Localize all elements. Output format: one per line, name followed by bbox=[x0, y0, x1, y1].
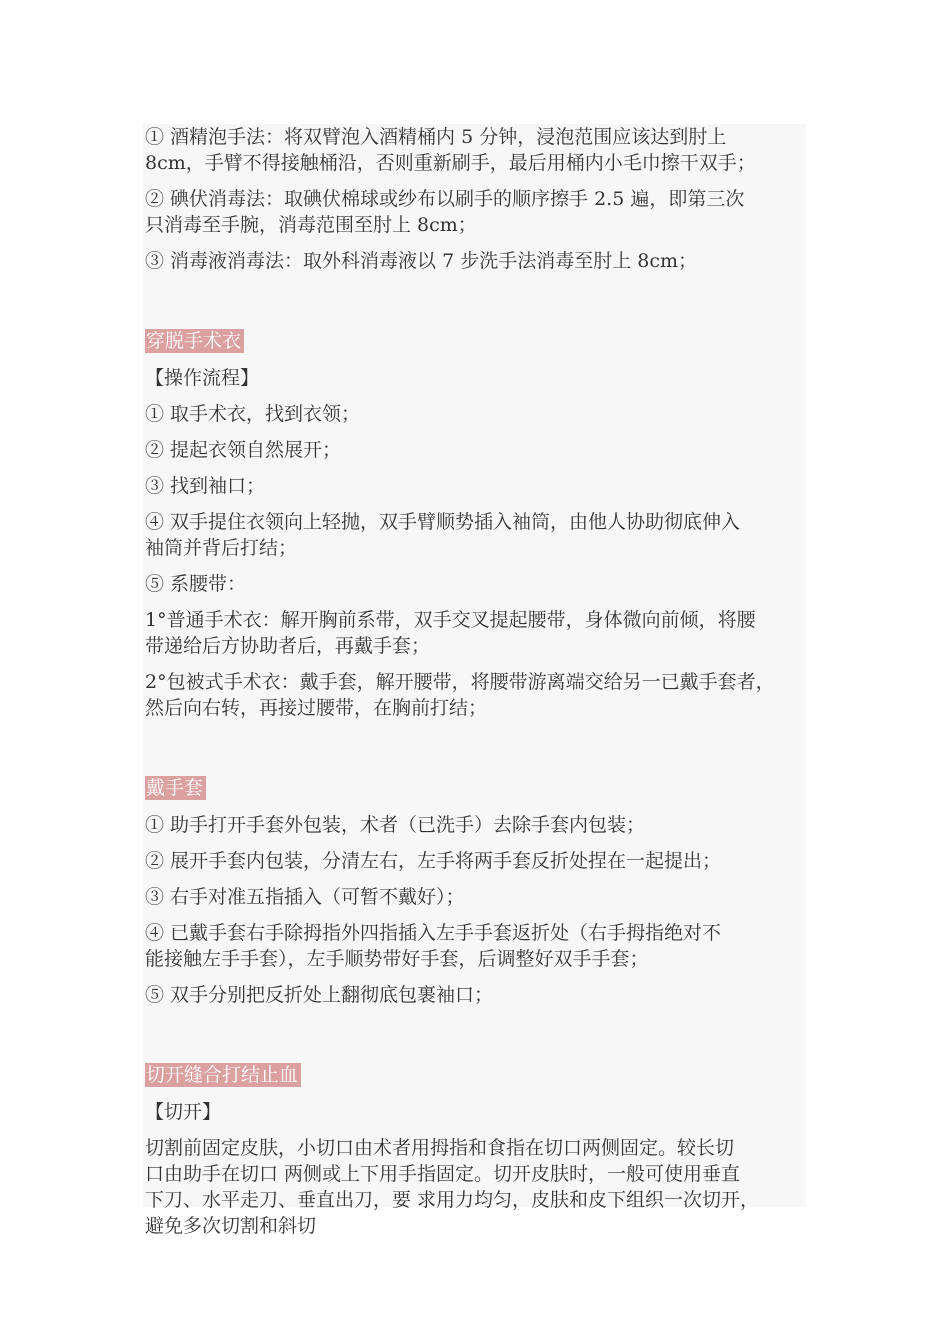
paragraph bbox=[145, 848, 817, 874]
text-line: ③ 找到袖口； bbox=[145, 475, 266, 497]
section-cut bbox=[145, 1062, 817, 1239]
paragraph bbox=[145, 571, 817, 597]
spacer bbox=[145, 731, 817, 775]
text-line: ② 展开手套内包装，分清左右，左手将两手套反折处捏在一起提出； bbox=[145, 850, 722, 872]
cut-steps bbox=[145, 1099, 817, 1239]
text-line: ④ 双手提住衣领向上轻抛，双手臂顺势插入袖筒，由他人协助彻底伸入 bbox=[145, 511, 741, 533]
text-line: 1°普通手术衣：解开胸前系带，双手交叉提起腰带，身体微向前倾，将腰 bbox=[145, 609, 756, 631]
text-line: ③ 右手对准五指插入（可暂不戴好）； bbox=[145, 886, 465, 908]
text-line: ① 助手打开手套外包装，术者（已洗手）去除手套内包装； bbox=[145, 814, 646, 836]
paragraph bbox=[145, 437, 817, 463]
gown-steps bbox=[145, 365, 817, 721]
paragraph bbox=[145, 884, 817, 910]
paragraph bbox=[145, 607, 817, 659]
spacer bbox=[145, 1018, 817, 1062]
text-line: 【操作流程】 bbox=[145, 367, 260, 389]
spacer bbox=[145, 284, 817, 328]
intro-block bbox=[145, 124, 817, 274]
paragraph bbox=[145, 920, 817, 972]
text-line: 带递给后方协助者后，再戴手套； bbox=[145, 635, 431, 657]
text-line: ③ 消毒液消毒法：取外科消毒液以 7 步洗手法消毒至肘上 8cm； bbox=[145, 250, 697, 272]
paragraph bbox=[145, 248, 817, 274]
document-content bbox=[145, 124, 817, 1249]
text-line: ② 提起衣领自然展开； bbox=[145, 439, 342, 461]
paragraph bbox=[145, 812, 817, 838]
section-heading: 切开缝合打结止血 bbox=[145, 1063, 301, 1087]
paragraph bbox=[145, 473, 817, 499]
paragraph bbox=[145, 1099, 817, 1125]
paragraph bbox=[145, 982, 817, 1008]
text-line: ① 取手术衣，找到衣领； bbox=[145, 403, 361, 425]
text-line: ⑤ 系腰带： bbox=[145, 573, 247, 595]
paragraph bbox=[145, 401, 817, 427]
section-gown bbox=[145, 328, 817, 721]
text-line: 然后向右转，再接过腰带，在胸前打结； bbox=[145, 697, 488, 719]
text-line: 能接触左手手套），左手顺势带好手套，后调整好双手手套； bbox=[145, 948, 649, 970]
paragraph bbox=[145, 509, 817, 561]
paragraph bbox=[145, 124, 817, 176]
paragraph bbox=[145, 1135, 817, 1239]
text-line: 【切开】 bbox=[145, 1101, 222, 1123]
text-line: 袖筒并背后打结； bbox=[145, 537, 298, 559]
glove-steps bbox=[145, 812, 817, 1008]
text-line: ⑤ 双手分别把反折处上翻彻底包裹袖口； bbox=[145, 984, 494, 1006]
section-gloves bbox=[145, 775, 817, 1008]
text-line: ① 酒精泡手法：将双臂泡入酒精桶内 5 分钟，浸泡范围应该达到肘上 bbox=[145, 126, 727, 148]
section-heading: 戴手套 bbox=[145, 776, 206, 800]
paragraph bbox=[145, 186, 817, 238]
text-line: 只消毒至手腕，消毒范围至肘上 8cm； bbox=[145, 214, 477, 236]
text-line: 下刀、水平走刀、垂直出刀，要 求用力均匀，皮肤和皮下组织一次切开， bbox=[145, 1189, 760, 1211]
paragraph bbox=[145, 669, 817, 721]
text-line: ② 碘伏消毒法：取碘伏棉球或纱布以刷手的顺序擦手 2.5 遍，即第三次 bbox=[145, 188, 745, 210]
text-line: 口由助手在切口 两侧或上下用手指固定。切开皮肤时，一般可使用垂直 bbox=[145, 1163, 741, 1185]
text-line: 切割前固定皮肤，小切口由术者用拇指和食指在切口两侧固定。较长切 bbox=[145, 1137, 735, 1159]
text-line: 2°包被式手术衣：戴手套，解开腰带，将腰带游离端交给另一已戴手套者， bbox=[145, 671, 775, 693]
section-heading: 穿脱手术衣 bbox=[145, 329, 244, 353]
text-line: 8cm，手臂不得接触桶沿，否则重新刷手，最后用桶内小毛巾擦干双手； bbox=[145, 152, 756, 174]
text-line: ④ 已戴手套右手除拇指外四指插入左手手套返折处（右手拇指绝对不 bbox=[145, 922, 722, 944]
text-line: 避免多次切割和斜切 bbox=[145, 1215, 317, 1237]
paragraph bbox=[145, 365, 817, 391]
